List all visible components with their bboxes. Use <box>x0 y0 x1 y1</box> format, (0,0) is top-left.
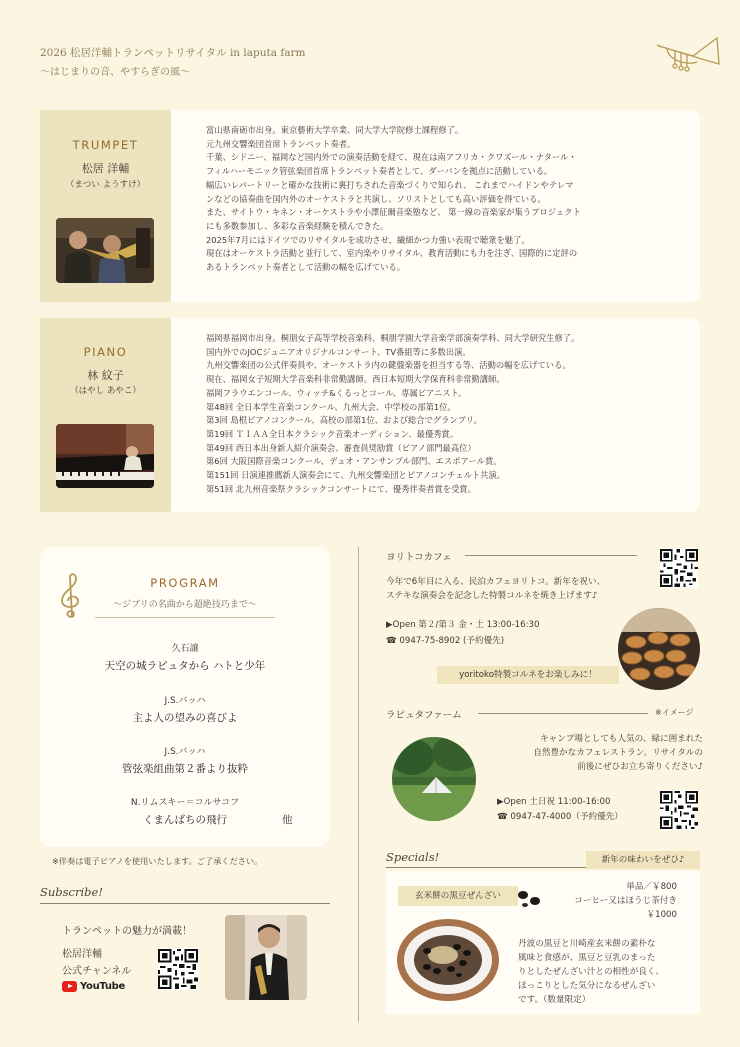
piece-composer: J.S.バッハ <box>164 747 206 757</box>
subscribe-divider <box>40 903 330 904</box>
piece-title: 天空の城ラピュタから ハトと少年 <box>104 660 266 672</box>
column-divider <box>358 547 359 1022</box>
youtube-icon <box>62 981 77 992</box>
subscribe-title: Subscribe! <box>40 885 103 899</box>
category-label: PIANO <box>83 345 128 359</box>
youtube-label: YouTube <box>80 981 125 992</box>
qr-code-icon[interactable] <box>660 790 698 830</box>
cafe-title: ヨリトコカフェ <box>386 552 452 563</box>
trumpet-bio-text: 富山県南砺市出身。東京藝術大学卒業、同大学大学院修士課程修了。 元九州交響楽団首席トランペット奏者。 千葉、シドニー、福岡など国内外での演奏活動を経て、現在は南アフリカ・クワズール・ナタール・ フィルハーモニック管弦楽団首席トランペット奏者として、ダーバンを拠点に活動している。 幅広いレパートリーと確かな技術に裏打ちされた音楽づくりで知られ、 これまでハイドンやテレマ ンなどの協奏曲を国内外のオーケストラと共演し、ソリストとしても高い評価を得ている。 また、サイトウ・キネン・オーケストラや小澤征爾音楽塾など、 第一線の音楽家が集うプロジェクト にも多数参加し、多彩な音楽経験を積んできた。 2025年7月にはドイツでのリサイタルを成功させ、繊細かつ力強い表現で聴衆を魅了。 現在はオーケストラ活動と並行して、室内楽やリサイタル、教育活動にも力を注ぎ、国際的に定評の あるトランペット奏者として活動の幅を広げている。 <box>206 125 581 273</box>
performer-name: 林 紋子 <box>87 369 124 382</box>
cafe-desc: 今年で6年目に入る、民泊カフェヨリトコ。新年を祝い、 ステキな演奏会を記念した特製コルネを焼き上げます♪ <box>386 577 606 601</box>
specials-title: Specials! <box>386 850 440 864</box>
subscribe-tagline: トランペットの魅力が満載！ <box>62 926 192 937</box>
cornet-photo <box>618 608 700 690</box>
piece-composer: J.S.バッハ <box>164 696 206 706</box>
specials-badge: 新年の味わいをぜひ♪ <box>586 851 700 869</box>
cafe-rule <box>465 555 637 556</box>
performer-kana: （まつい ようすけ） <box>65 180 146 190</box>
farm-phone: ☎ 0947-47-4000（予約優先） <box>497 812 623 822</box>
performer-name: 松居 洋輔 <box>81 162 130 175</box>
piano-bio-text: 福岡県福岡市出身。桐朋女子高等学校音楽科、桐朋学園大学音楽学部演奏学科、同大学研究生修了。 国内外でのJOCジュニアオリジナルコンサート、TV番組等に多数出演。 九州交響楽団の公式伴奏員や、オーケストラ内の鍵盤楽器を担当する等、活動の幅を広げている。 現在、福岡女子短期大学音楽科非常勤講師。西日本短期大学保育科非常勤講師。 福岡フラウエンコール、ウィッチ&くるっとコール、専属ピアニスト。 第48回 全日本学生音楽コンクール、九州大会、中学校の部第1位。 第3回 島根ピアノコンクール、高校の部第1位、および総合でグランプリ。 第19回 ＴＩＡＡ全日本クラシック音楽オーディション、最優秀賞。 第49回 西日本出身新人紹介演奏会、審査員奨励賞（ピアノ部門最高位） 第6回 大阪国際音楽コンクール、デュオ・アンサンブル部門、エスポアール賞。 第151回 日演連推薦新人演奏会にて、九州交響楽団とピアノコンチェルト共演。 第51回 北九州音楽祭クラシックコンサートにて、優秀伴奏者賞を受賞。 <box>206 333 580 494</box>
trumpet-icon <box>653 30 721 78</box>
program-card <box>40 547 330 847</box>
qr-code-icon[interactable] <box>158 948 198 990</box>
piano-performer-photo <box>56 424 154 488</box>
piece-title: 主よ人の望みの喜びよ <box>132 712 238 724</box>
trumpeter-photo <box>225 915 307 1000</box>
image-note: ※イメージ <box>655 708 694 717</box>
event-title: 2026 松居洋輔トランペットリサイタル in laputa farm <box>40 47 306 59</box>
cafe-banner: yoritoko特製コルネをお楽しみに！ <box>437 666 619 684</box>
program-subtitle: 〜ジブリの名曲から超絶技巧まで〜 <box>113 600 257 610</box>
black-bean-icon <box>515 887 545 911</box>
zenzai-photo <box>397 919 499 1001</box>
specials-desc: 丹波の黒豆と川崎産玄米餅の素朴な 風味と食感が、黒豆と豆乳のまった りとしたぜんざい汁との相性が良く、 ほっこりとした気分になるぜんざい です。（数量限定） <box>518 939 664 1005</box>
farm-desc: キャンプ場としても人気の、緑に囲まれた 自然豊かなカフェレストラン。リサイタルの 前後にぜひお立ち寄りください♪ <box>533 734 703 772</box>
qr-code-icon[interactable] <box>660 548 698 588</box>
farm-title: ラピュタファーム <box>386 710 462 721</box>
performer-kana: （はやし あやこ） <box>70 386 141 396</box>
piece-title: くまんばちの飛行 <box>143 814 227 826</box>
specials-item-name: 玄米餅の黒豆ぜんざい <box>398 886 518 906</box>
program-divider <box>95 617 275 618</box>
piano-bio-card <box>40 318 700 512</box>
piece-composer: 久石譲 <box>171 644 199 654</box>
program-others: 他 <box>282 814 293 826</box>
trumpet-performer-photo <box>56 218 154 283</box>
specials-prices: 単品／￥800 コーヒー又はほうじ茶付き ￥1000 <box>574 882 677 920</box>
farm-photo <box>392 737 476 821</box>
category-label: TRUMPET <box>72 138 139 152</box>
channel-label: 公式チャンネル <box>62 966 132 977</box>
farm-hours: ▶Open 土日祝 11:00-16:00 <box>497 797 611 807</box>
piece-composer: N.リムスキー＝コルサコフ <box>130 798 240 808</box>
youtube-link[interactable] <box>62 981 125 992</box>
cafe-phone: ☎ 0947-75-8902 (予約優先) <box>386 636 505 646</box>
trumpet-bio-card <box>40 110 700 302</box>
channel-name: 松居洋輔 <box>62 949 102 960</box>
farm-rule <box>478 713 648 714</box>
event-subtitle: 〜はじまりの音、やすらぎの風〜 <box>40 67 190 78</box>
piano-note: ※伴奏は電子ピアノを使用いたします。ご了承ください。 <box>52 856 263 866</box>
program-title: PROGRAM <box>150 576 220 590</box>
piece-title: 管弦楽組曲第２番より抜粋 <box>122 763 248 775</box>
cafe-hours: ▶Open 第２/第３ 金・土 13:00-16:30 <box>386 620 540 630</box>
